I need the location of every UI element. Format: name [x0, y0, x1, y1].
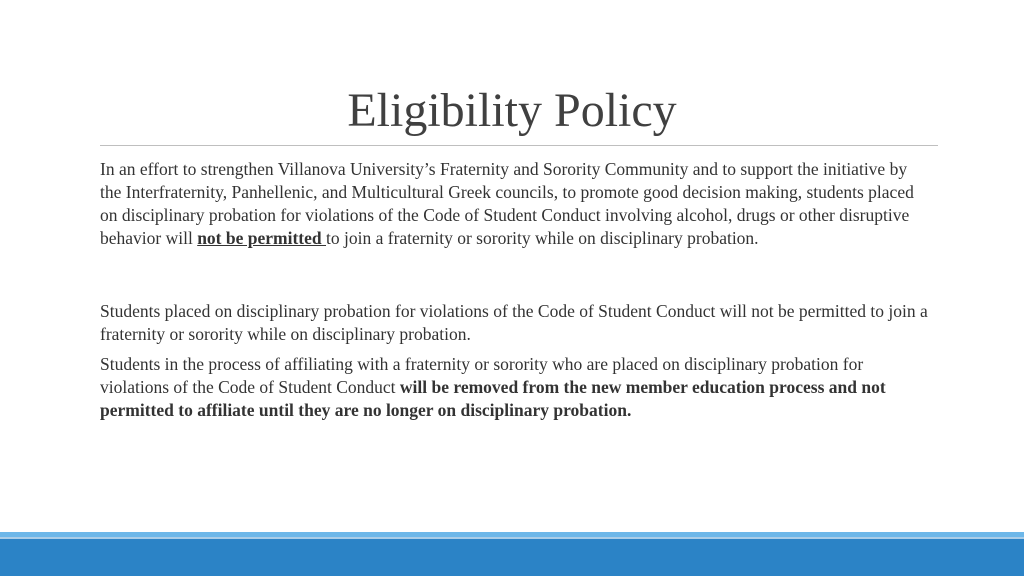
paragraph-1-text: In an effort to strengthen Villanova University’s Fraternity and Sorority Community and to support the initiative by the Interfraternity, Panhellenic, and Multicultural Greek councils, to promote good decision making, students placed on disciplinary probation for violations of the Code of Student Conduct involving alcohol, drugs or other disruptive behavior will [100, 159, 914, 248]
slide-body [100, 158, 930, 422]
paragraph-1-text-end: to join a fraternity or sorority while on disciplinary probation. [326, 228, 759, 248]
paragraph-3-emphasis: will be removed from the new member education process and not permitted to affiliate until they are no longer on disciplinary probation. [100, 377, 886, 420]
footer-band [0, 532, 1024, 576]
paragraph-probation-rule: Students placed on disciplinary probation for violations of the Code of Student Conduct will not be permitted to join a fraternity or sorority while on disciplinary probation. [100, 301, 928, 344]
paragraph-eligibility-intro [100, 158, 930, 250]
paragraph-affiliation-rule [100, 353, 930, 422]
paragraph-1-emphasis: not be permitted [197, 228, 327, 248]
footer-divider-line [0, 537, 1024, 539]
title-divider [100, 145, 938, 146]
slide-title: Eligibility Policy [347, 84, 677, 137]
paragraph-3-text: Students in the process of affiliating with a fraternity or sorority who are placed on disciplinary probation for violations of the Code of Student Conduct [100, 354, 864, 397]
